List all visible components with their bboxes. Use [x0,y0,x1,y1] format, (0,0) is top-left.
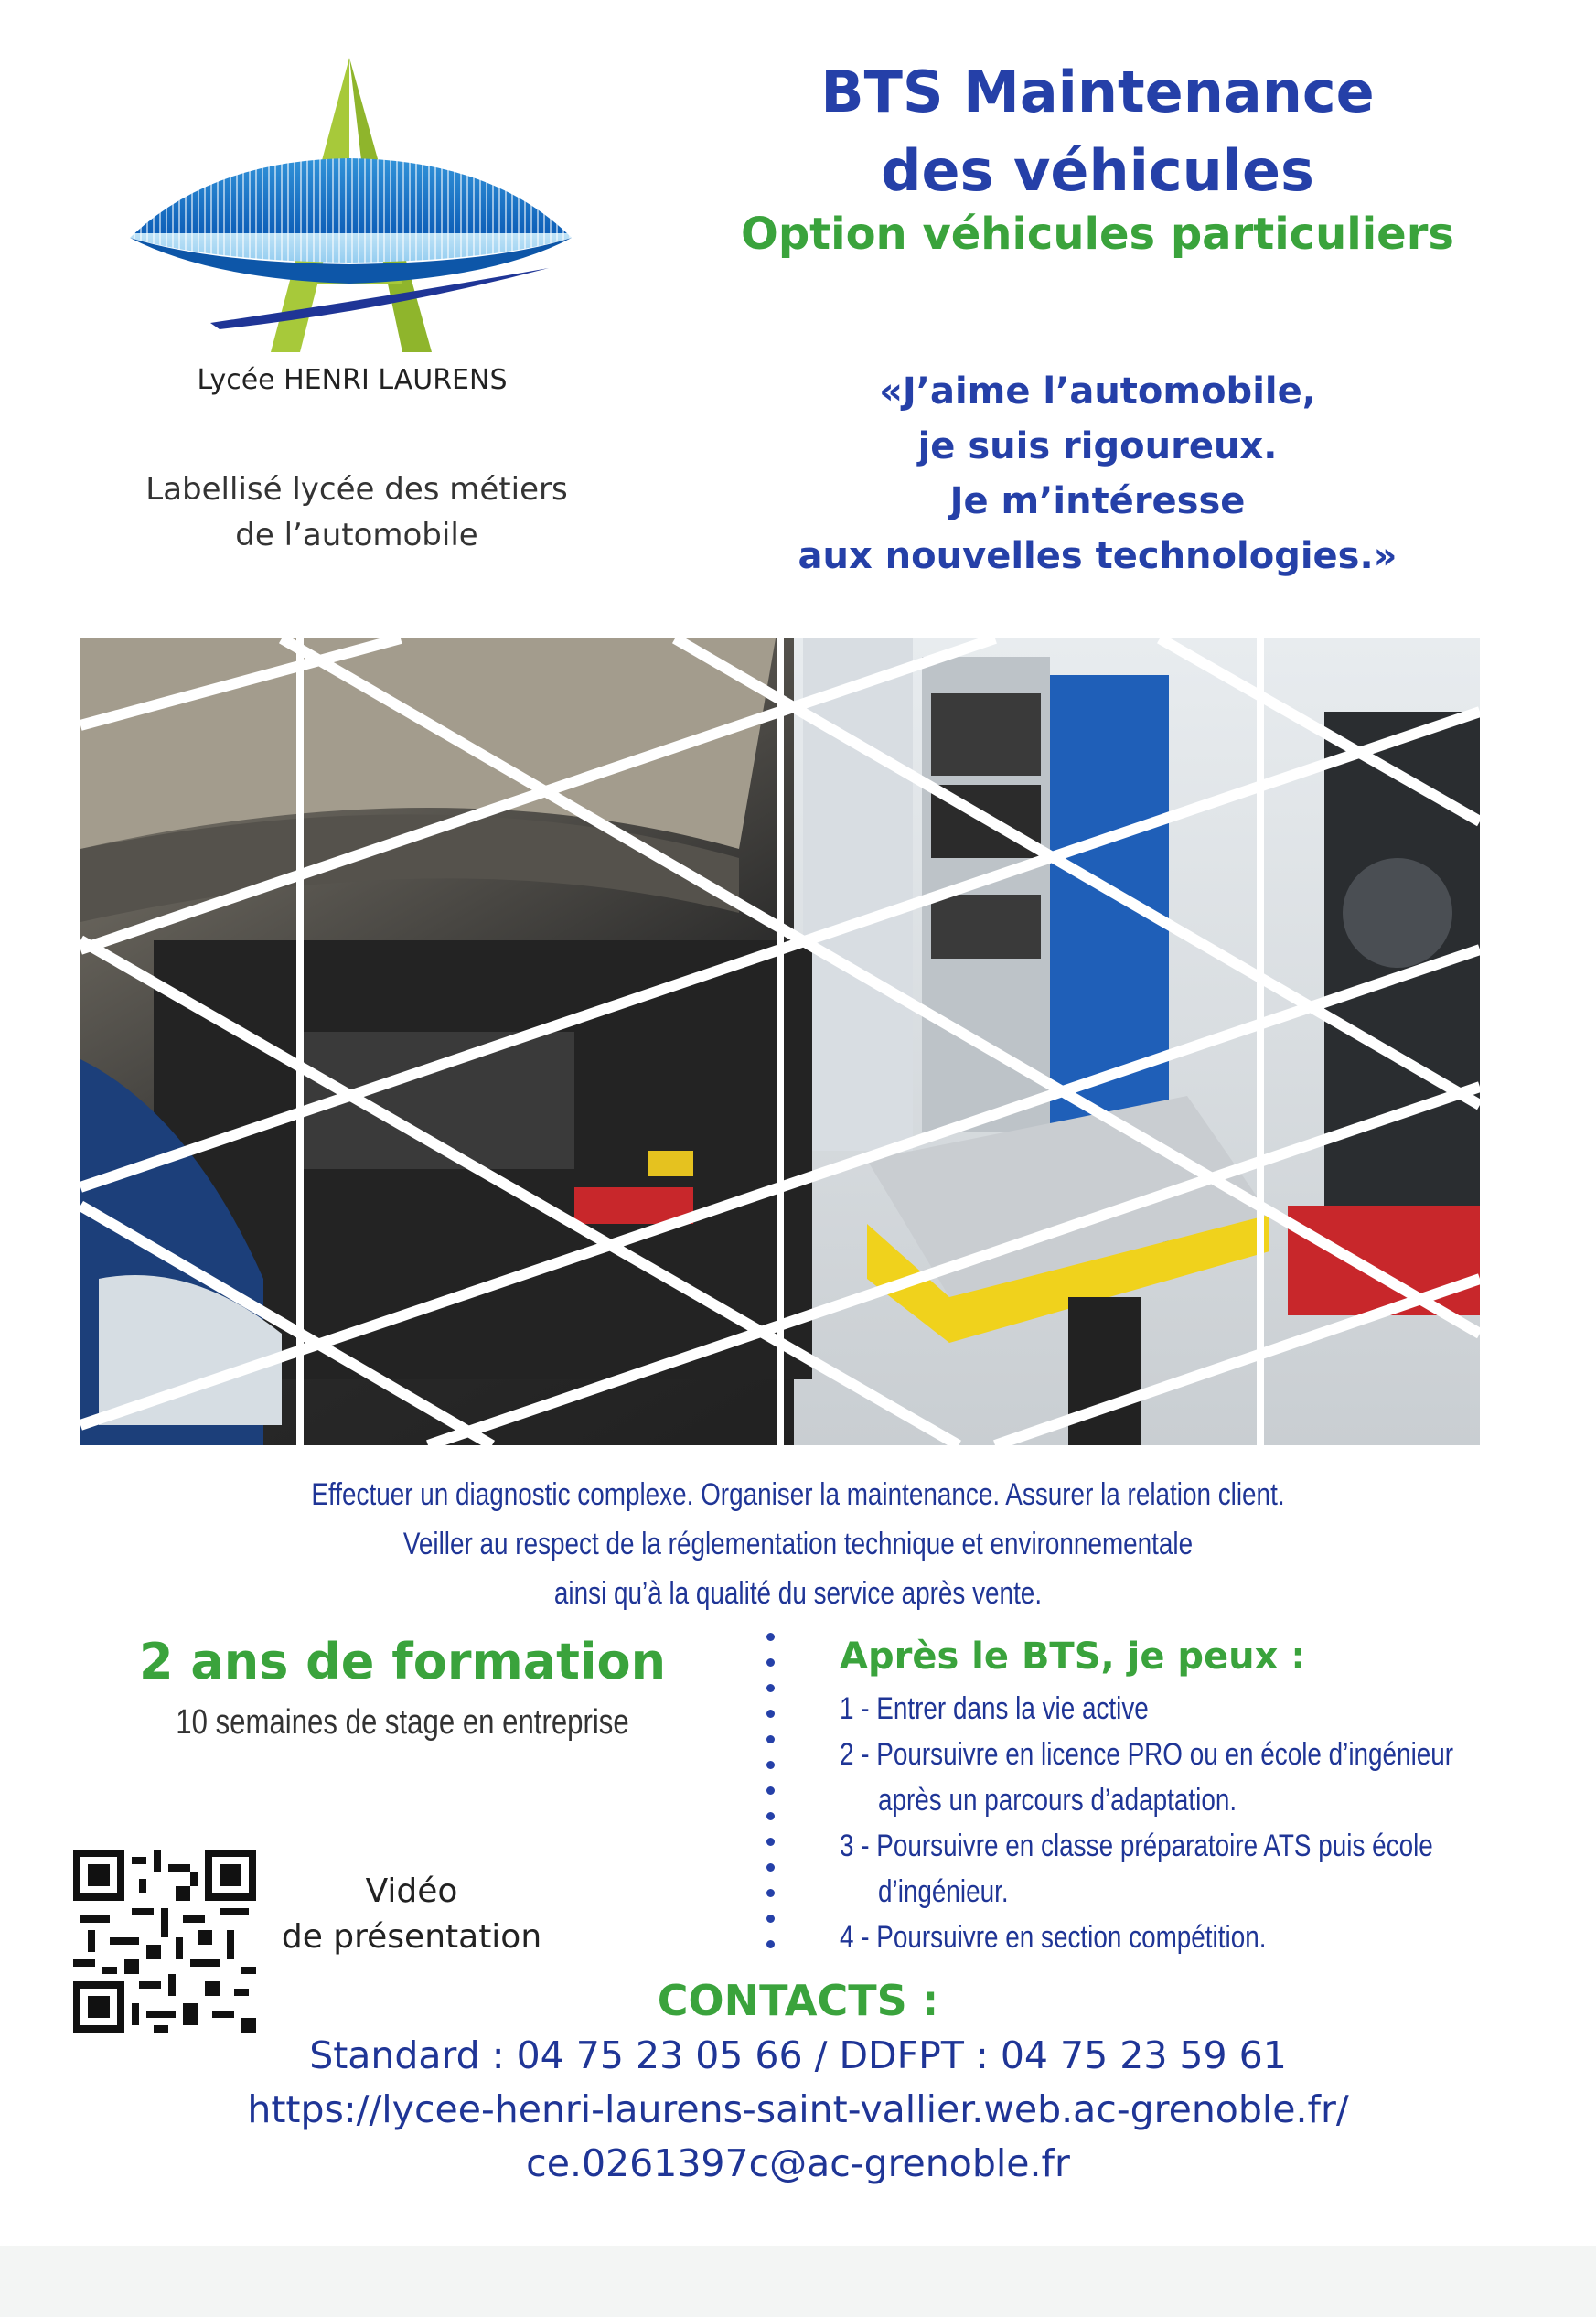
formation-title: 2 ans de formation [138,1633,667,1690]
title-line-1: BTS Maintenance [820,59,1375,125]
bottom-band [0,2246,1596,2317]
after-bts-title: Après le BTS, je peux : [840,1636,1306,1678]
formation-subtitle: 10 semaines de stage en entreprise [176,1703,629,1742]
contacts-title: CONTACTS : [657,1976,939,2025]
after-bts-item-3: 3 - Poursuivre en classe préparatoire ATS puis école [840,1829,1433,1863]
contact-email-link[interactable]: ce.0261397c@ac-grenoble.fr [526,2141,1070,2185]
label-line-2: de l’automobile [235,517,478,553]
quote-line-3: Je m’intéresse [949,480,1246,522]
after-bts-item-2: 2 - Poursuivre en licence PRO ou en école d’ingénieur [840,1737,1454,1772]
dotted-separator [766,1633,779,1953]
quote-line-4: aux nouvelles technologies.» [798,535,1398,577]
after-bts-item-4: 4 - Poursuivre en section compétition. [840,1920,1267,1955]
quote-line-2: je suis rigoureux. [917,425,1278,467]
contact-website-link[interactable]: https://lycee-henri-laurens-saint-vallier.web.ac-grenoble.fr/ [247,2087,1349,2131]
subtitle: Option véhicules particuliers [741,209,1454,260]
workshop-photo-icon [80,638,1480,1445]
after-bts-item-1: 1 - Entrer dans la vie active [840,1691,1149,1726]
contact-phones: Standard : 04 75 23 05 66 / DDFPT : 04 75 23 59 61 [309,2033,1287,2077]
description-line-1: Effectuer un diagnostic complexe. Organiser la maintenance. Assurer la relation client. [311,1477,1285,1512]
quote-line-1: «J’aime l’automobile, [879,370,1316,413]
label-line-1: Labellisé lycée des métiers [145,471,568,508]
description-line-2: Veiller au respect de la réglementation technique et environnementale [402,1527,1194,1561]
video-label-2: de présentation [281,1918,542,1956]
video-label-1: Vidéo [365,1872,458,1910]
description-line-3: ainsi qu’à la qualité du service après vente. [553,1576,1043,1611]
school-name: Lycée HENRI LAURENS [197,364,508,396]
title-line-2: des véhicules [881,137,1314,204]
lycee-logo-icon [110,50,594,380]
after-bts-item-2-cont: après un parcours d’adaptation. [878,1783,1237,1818]
after-bts-item-3-cont: d’ingénieur. [878,1874,1009,1909]
